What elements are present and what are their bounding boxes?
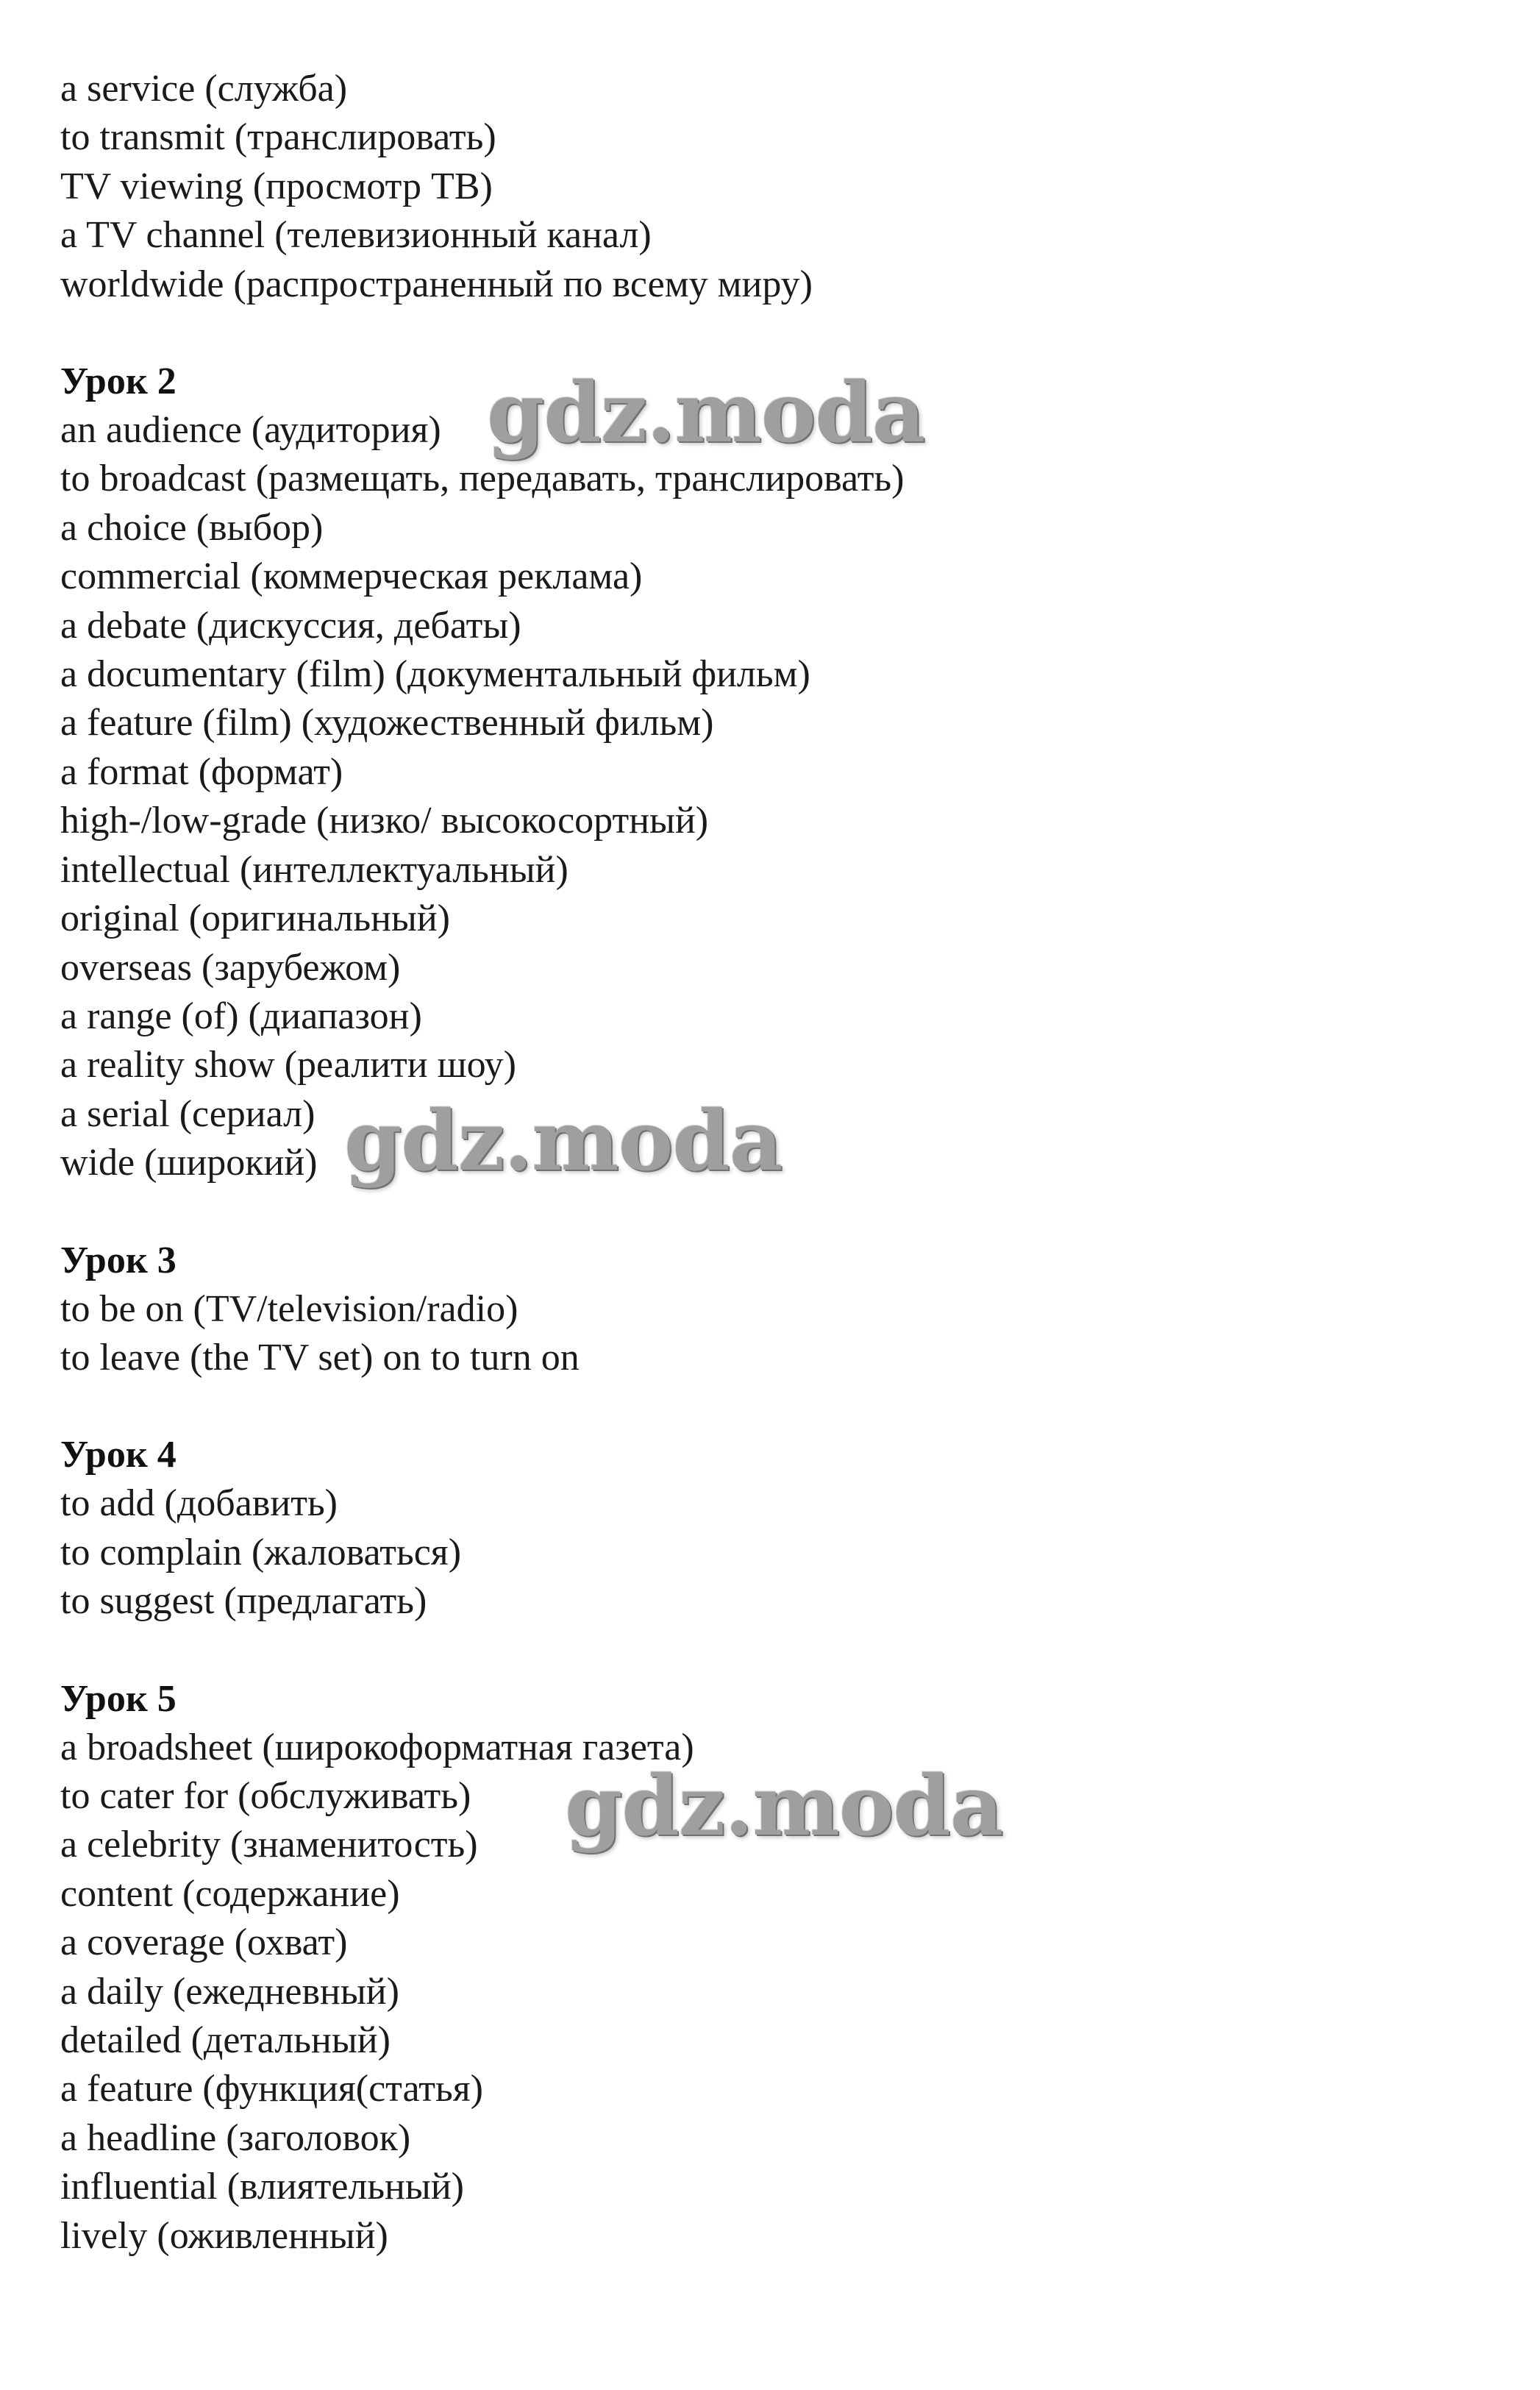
- watermark: gdz.moda: [344, 1093, 783, 1189]
- vocabulary-section-1: [60, 65, 1458, 309]
- vocabulary-entry: commercial (коммерческая реклама): [60, 555, 643, 598]
- vocabulary-entry: wide (широкий): [60, 1142, 318, 1184]
- vocabulary-section-lesson-2: [60, 358, 1458, 1188]
- vocabulary-entry: to broadcast (размещать, передавать, транслировать): [60, 458, 905, 500]
- watermark: gdz.moda: [565, 1758, 1003, 1854]
- vocabulary-entry: to suggest (предлагать): [60, 1580, 427, 1623]
- vocabulary-entry: a range (of) (диапазон): [60, 995, 422, 1037]
- vocabulary-entry: a coverage (охват): [60, 1921, 348, 1964]
- vocabulary-entry: a daily (ежедневный): [60, 1970, 399, 2013]
- vocabulary-entry: to be on (TV/television/radio): [60, 1287, 518, 1330]
- vocabulary-entry: to complain (жаловаться): [60, 1531, 462, 1573]
- lesson-heading: Урок 4: [60, 1434, 177, 1476]
- vocabulary-entry: an audience (аудитория): [60, 409, 441, 452]
- vocabulary-entry: a documentary (film) (документальный фильм): [60, 653, 810, 696]
- vocabulary-section-lesson-5: [60, 1675, 1458, 2261]
- vocabulary-entry: a serial (сериал): [60, 1092, 316, 1135]
- vocabulary-list-lesson-3: [60, 1285, 1458, 1383]
- vocabulary-list-lesson-4: [60, 1479, 1458, 1626]
- vocabulary-entry: worldwide (распространенный по всему миру): [60, 263, 813, 305]
- vocabulary-entry: overseas (зарубежом): [60, 946, 401, 989]
- vocabulary-entry: original (оригинальный): [60, 897, 450, 940]
- vocabulary-entry: intellectual (интеллектуальный): [60, 848, 568, 891]
- vocabulary-entry: a headline (заголовок): [60, 2116, 411, 2159]
- vocabulary-entry: to cater for (обслуживать): [60, 1774, 471, 1817]
- vocabulary-entry: high-/low-grade (низко/ высокосортный): [60, 800, 709, 842]
- vocabulary-entry: a feature (функция(статья): [60, 2068, 483, 2110]
- vocabulary-entry: influential (влиятельный): [60, 2166, 464, 2208]
- vocabulary-entry: a TV channel (телевизионный канал): [60, 214, 652, 257]
- vocabulary-entry: TV viewing (просмотр ТВ): [60, 165, 493, 207]
- vocabulary-list-1: [60, 65, 1458, 309]
- vocabulary-entry: a reality show (реалити шоу): [60, 1044, 516, 1086]
- lesson-heading: Урок 2: [60, 360, 177, 403]
- vocabulary-entry: to leave (the TV set) on to turn on: [60, 1336, 580, 1379]
- vocabulary-list-lesson-5: [60, 1724, 1458, 2261]
- lesson-heading: Урок 5: [60, 1677, 177, 1720]
- vocabulary-entry: a feature (film) (художественный фильм): [60, 702, 714, 744]
- vocabulary-entry: to transmit (транслировать): [60, 116, 496, 159]
- vocabulary-entry: lively (оживленный): [60, 2214, 388, 2257]
- vocabulary-list-lesson-2: [60, 406, 1458, 1188]
- watermark: gdz.moda: [487, 365, 925, 461]
- vocabulary-entry: detailed (детальный): [60, 2019, 391, 2061]
- vocabulary-entry: a choice (выбор): [60, 506, 324, 549]
- vocabulary-section-lesson-3: [60, 1237, 1458, 1383]
- vocabulary-entry: to add (добавить): [60, 1482, 338, 1525]
- vocabulary-entry: content (содержание): [60, 1872, 400, 1915]
- vocabulary-entry: a celebrity (знаменитость): [60, 1824, 478, 1866]
- vocabulary-page: [60, 65, 1458, 2261]
- lesson-heading: Урок 3: [60, 1239, 177, 1281]
- vocabulary-entry: a format (формат): [60, 750, 343, 793]
- vocabulary-entry: a broadsheet (широкоформатная газета): [60, 1726, 694, 1768]
- vocabulary-section-lesson-4: [60, 1431, 1458, 1626]
- vocabulary-entry: a service (служба): [60, 68, 348, 110]
- vocabulary-entry: a debate (дискуссия, дебаты): [60, 604, 521, 647]
